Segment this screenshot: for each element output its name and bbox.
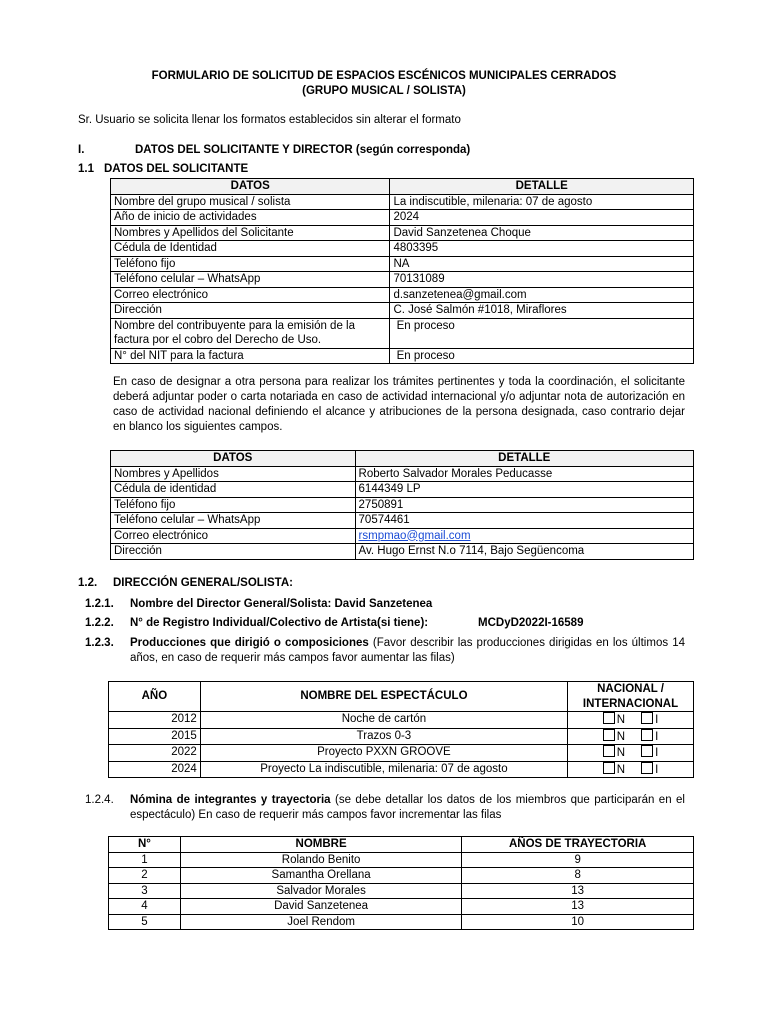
checkbox-label-i: I	[655, 730, 659, 743]
column-header: DATOS	[111, 179, 390, 195]
table-row	[111, 272, 694, 288]
member-number: 4	[109, 899, 181, 915]
field-label: Teléfono celular – WhatsApp	[111, 272, 390, 288]
field-label: Teléfono celular – WhatsApp	[111, 513, 356, 529]
designated-person-table	[110, 450, 694, 560]
designation-note: En caso de designar a otra persona para realizar los trámites pertinentes y toda la coordinación, el solicitante deberá adjuntar poder o carta notariada en caso de actividad internacional y/o adjuntar nota de autorización en caso de actividad nacional definiendo el alcance y atribuciones de la persona designada, caso contrario dejar en blanco los siguientes campos.	[113, 376, 685, 433]
column-header: NACIONAL / INTERNACIONAL	[568, 682, 694, 712]
item122-number: 1.2.2.	[85, 617, 114, 629]
table-header-row	[111, 179, 694, 195]
table-row	[109, 883, 694, 899]
email-link[interactable]: rsmpmao@gmail.com	[358, 529, 471, 542]
members-table	[108, 836, 694, 930]
scope-checkboxes	[568, 712, 694, 729]
field-value: Av. Hugo Ernst N.o 7114, Bajo Següencoma	[355, 544, 693, 560]
checkbox-internacional[interactable]	[641, 745, 653, 757]
table-header-row	[109, 682, 694, 712]
item121-number: 1.2.1.	[85, 598, 114, 610]
field-value: NA	[390, 256, 694, 272]
production-name: Trazos 0-3	[200, 728, 567, 745]
production-name: Proyecto PXXN GROOVE	[200, 745, 567, 762]
field-value: 70574461	[355, 513, 693, 529]
checkbox-label-i: I	[655, 747, 659, 759]
section1-title: DATOS DEL SOLICITANTE Y DIRECTOR (según corresponda)	[135, 144, 471, 156]
table-row	[109, 852, 694, 868]
checkbox-internacional[interactable]	[641, 762, 653, 774]
column-header: DATOS	[111, 451, 356, 467]
table-row	[109, 761, 694, 778]
field-label: Año de inicio de actividades	[111, 210, 390, 226]
productions-heading: Producciones que dirigió o composiciones	[130, 637, 369, 649]
table-header-row	[111, 451, 694, 467]
member-name: David Sanzetenea	[180, 899, 461, 915]
item123-number: 1.2.3.	[85, 637, 114, 649]
field-label: Nombres y Apellidos	[111, 466, 356, 482]
field-label: Teléfono fijo	[111, 256, 390, 272]
table-row	[111, 194, 694, 210]
table-row	[111, 466, 694, 482]
table-row	[111, 348, 694, 364]
scope-checkboxes	[568, 761, 694, 778]
field-label: Dirección	[111, 544, 356, 560]
column-header: NOMBRE	[180, 837, 461, 853]
form-title-line1: FORMULARIO DE SOLICITUD DE ESPACIOS ESCÉNICOS MUNICIPALES CERRADOS	[151, 70, 617, 82]
field-label: Nombre del grupo musical / solista	[111, 194, 390, 210]
member-number: 2	[109, 868, 181, 884]
column-header: AÑO	[109, 682, 201, 712]
checkbox-nacional[interactable]	[603, 762, 615, 774]
section1-number: I.	[78, 144, 85, 156]
field-label: Nombre del contribuyente para la emisión de la factura por el cobro del Derecho de Uso.	[111, 318, 390, 348]
checkbox-internacional[interactable]	[641, 729, 653, 741]
field-value: En proceso	[390, 348, 694, 364]
production-year: 2024	[109, 761, 201, 778]
registry-label: N° de Registro Individual/Colectivo de Artista(si tiene):	[130, 617, 429, 629]
production-name: Proyecto La indiscutible, milenaria: 07 de agosto	[200, 761, 567, 778]
checkbox-label-n: N	[616, 747, 626, 759]
member-name: Joel Rendom	[180, 914, 461, 930]
member-name: Salvador Morales	[180, 883, 461, 899]
table-row	[111, 482, 694, 498]
section12-number: 1.2.	[78, 577, 98, 589]
table-row	[111, 225, 694, 241]
member-name: Rolando Benito	[180, 852, 461, 868]
subsection-number: 1.1	[78, 163, 94, 175]
member-number: 3	[109, 883, 181, 899]
production-year: 2012	[109, 712, 201, 729]
member-years: 13	[462, 899, 694, 915]
member-years: 8	[462, 868, 694, 884]
column-header: DETALLE	[390, 179, 694, 195]
table-row	[111, 528, 694, 544]
applicant-table	[110, 178, 694, 364]
checkbox-label-n: N	[616, 730, 626, 743]
table-row	[109, 868, 694, 884]
member-name: Samantha Orellana	[180, 868, 461, 884]
field-value: 2024	[390, 210, 694, 226]
director-name: Nombre del Director General/Solista: David Sanzetenea	[130, 598, 433, 610]
field-value: C. José Salmón #1018, Miraflores	[390, 303, 694, 319]
field-label: Nombres y Apellidos del Solicitante	[111, 225, 390, 241]
productions-instructions: (Favor describir las producciones dirigidas en los últimos 14 años, en caso de requerir más campos favor aumentar las filas)	[130, 637, 685, 664]
members-heading: Nómina de integrantes y trayectoria	[130, 794, 331, 806]
field-label: Dirección	[111, 303, 390, 319]
checkbox-internacional[interactable]	[641, 712, 653, 724]
column-header: AÑOS DE TRAYECTORIA	[462, 837, 694, 853]
table-row	[109, 728, 694, 745]
table-header-row	[109, 837, 694, 853]
column-header: NOMBRE DEL ESPECTÁCULO	[200, 682, 567, 712]
field-label: Correo electrónico	[111, 287, 390, 303]
field-label: Cédula de identidad	[111, 482, 356, 498]
field-value: La indiscutible, milenaria: 07 de agosto	[390, 194, 694, 210]
checkbox-label-i: I	[655, 763, 659, 776]
member-number: 1	[109, 852, 181, 868]
field-value: 4803395	[390, 241, 694, 257]
table-row	[109, 712, 694, 729]
productions-table	[108, 681, 694, 778]
member-years: 13	[462, 883, 694, 899]
table-row	[111, 256, 694, 272]
table-row	[111, 287, 694, 303]
checkbox-label-n: N	[616, 763, 626, 776]
production-year: 2015	[109, 728, 201, 745]
member-years: 10	[462, 914, 694, 930]
productions-description	[130, 636, 685, 666]
field-value: d.sanzetenea@gmail.com	[390, 287, 694, 303]
member-number: 5	[109, 914, 181, 930]
production-name: Noche de cartón	[200, 712, 567, 729]
field-label: Correo electrónico	[111, 528, 356, 544]
member-years: 9	[462, 852, 694, 868]
table-row	[111, 497, 694, 513]
subsection-title: DATOS DEL SOLICITANTE	[104, 163, 249, 175]
field-value: En proceso	[390, 318, 694, 348]
checkbox-nacional[interactable]	[603, 729, 615, 741]
members-instructions: (se debe detallar los datos de los miembros que participarán en el espectáculo) En caso de requerir más campos favor incrementar las filas	[130, 794, 685, 821]
production-year: 2022	[109, 745, 201, 762]
field-value: 6144349 LP	[355, 482, 693, 498]
table-row	[109, 745, 694, 762]
item124-number: 1.2.4.	[85, 794, 114, 806]
table-row	[109, 914, 694, 930]
registry-value: MCDyD2022I-16589	[478, 617, 584, 629]
field-label: Cédula de Identidad	[111, 241, 390, 257]
column-header: N°	[109, 837, 181, 853]
field-value: David Sanzetenea Choque	[390, 225, 694, 241]
checkbox-nacional[interactable]	[603, 745, 615, 757]
table-row	[111, 318, 694, 348]
table-row	[111, 544, 694, 560]
table-row	[111, 513, 694, 529]
table-row	[111, 303, 694, 319]
checkbox-nacional[interactable]	[603, 712, 615, 724]
scope-checkboxes	[568, 728, 694, 745]
field-value: 70131089	[390, 272, 694, 288]
field-value: Roberto Salvador Morales Peducasse	[355, 466, 693, 482]
field-label: N° del NIT para la factura	[111, 348, 390, 364]
scope-checkboxes	[568, 745, 694, 762]
form-title-line2: (GRUPO MUSICAL / SOLISTA)	[302, 85, 466, 97]
field-value: 2750891	[355, 497, 693, 513]
table-row	[111, 210, 694, 226]
table-row	[109, 899, 694, 915]
table-row	[111, 241, 694, 257]
checkbox-label-n: N	[616, 714, 626, 726]
field-label: Teléfono fijo	[111, 497, 356, 513]
column-header: DETALLE	[355, 451, 693, 467]
members-description	[130, 793, 685, 823]
checkbox-label-i: I	[655, 714, 659, 726]
field-value	[355, 528, 693, 544]
section12-title: DIRECCIÓN GENERAL/SOLISTA:	[113, 577, 293, 589]
intro-text: Sr. Usuario se solicita llenar los formatos establecidos sin alterar el formato	[78, 114, 461, 126]
